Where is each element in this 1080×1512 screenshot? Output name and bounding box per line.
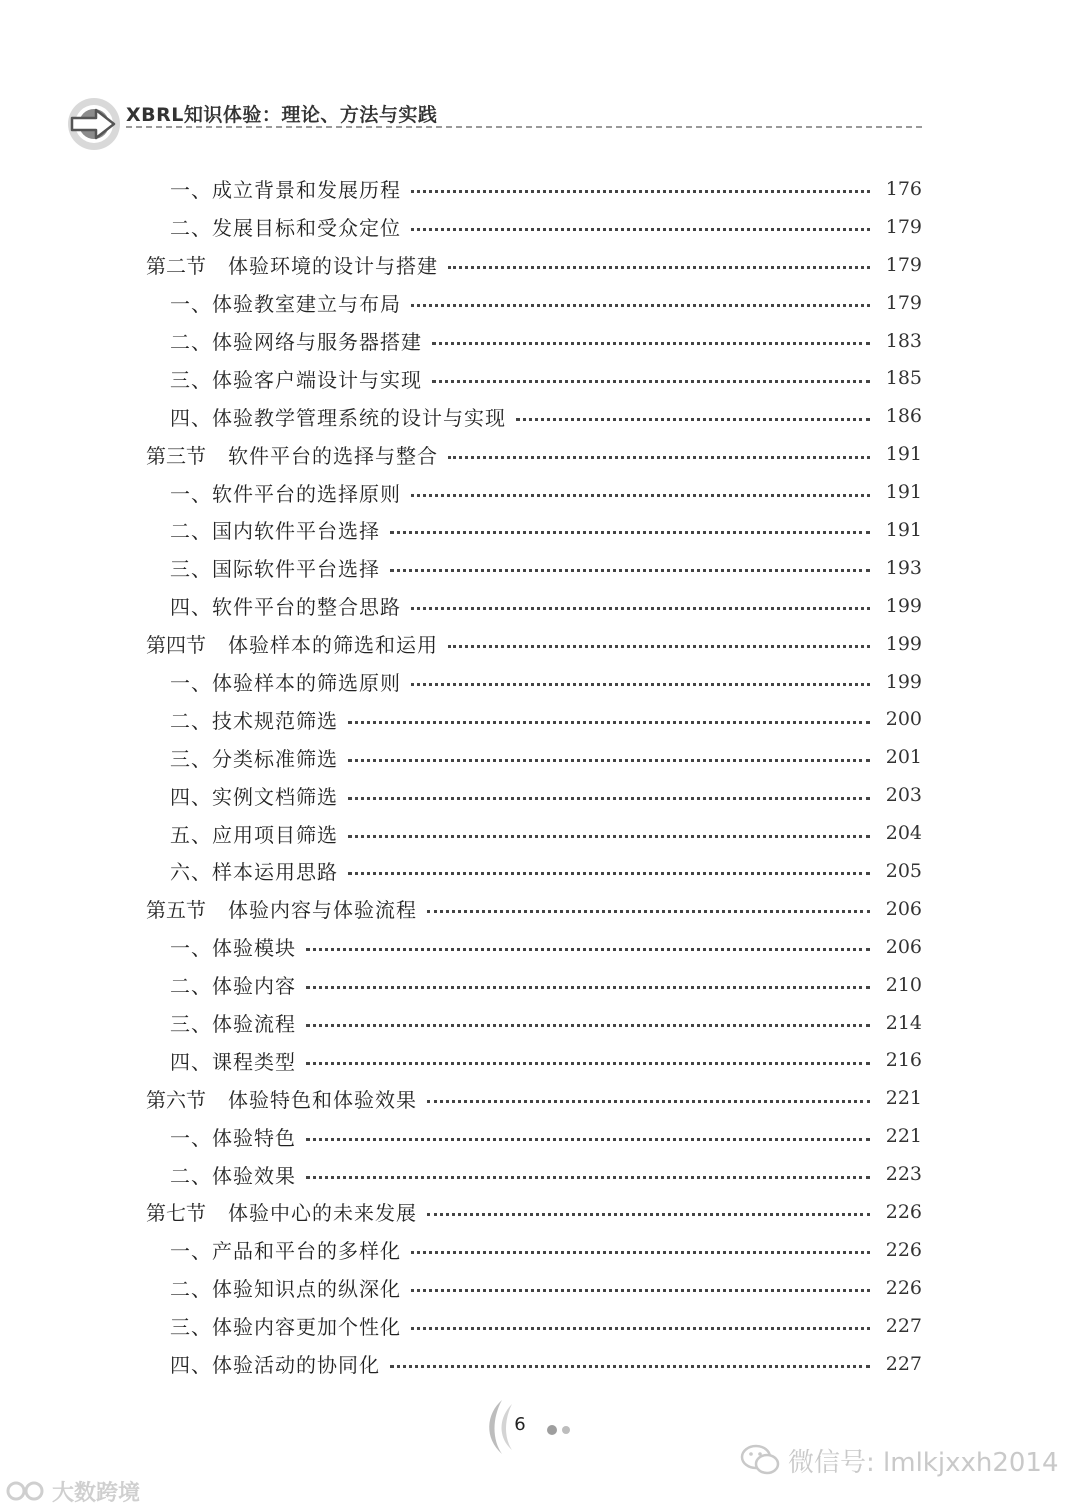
toc-entry-title: 三、体验客户端设计与实现 bbox=[170, 367, 422, 392]
toc-subsection-entry bbox=[0, 1269, 1080, 1307]
dot-leader bbox=[411, 228, 870, 231]
dot-leader bbox=[306, 1024, 870, 1027]
wechat-icon bbox=[740, 1442, 780, 1478]
dot-leader bbox=[448, 266, 870, 269]
dot-leader bbox=[448, 456, 870, 459]
toc-entry-title: 四、软件平台的整合思路 bbox=[170, 595, 401, 620]
toc-section-entry bbox=[0, 890, 1080, 928]
brand-watermark bbox=[6, 1474, 140, 1508]
toc-section-label: 第六节 bbox=[146, 1087, 206, 1112]
toc-entry-title: 一、产品和平台的多样化 bbox=[170, 1239, 401, 1264]
toc-page-number: 221 bbox=[885, 1087, 922, 1110]
dot-leader bbox=[411, 304, 870, 307]
toc-entry-title: 二、体验内容 bbox=[170, 974, 296, 999]
toc-subsection-entry bbox=[0, 1041, 1080, 1079]
toc-section-title: 体验环境的设计与搭建 bbox=[228, 254, 438, 279]
dot-leader bbox=[427, 1213, 870, 1216]
toc-subsection-entry bbox=[0, 852, 1080, 890]
toc-entry-title: 四、体验活动的协同化 bbox=[170, 1353, 380, 1378]
toc-entry-title: 三、体验内容更加个性化 bbox=[170, 1315, 401, 1340]
dot-leader bbox=[306, 986, 870, 989]
dot-leader bbox=[306, 1062, 870, 1065]
dot-leader bbox=[348, 797, 870, 800]
toc-page-number: 201 bbox=[885, 746, 922, 769]
toc-section-label: 第三节 bbox=[146, 443, 206, 468]
toc-entry-title: 六、样本运用思路 bbox=[170, 860, 338, 885]
toc-subsection-entry bbox=[0, 928, 1080, 966]
toc-page-number: 186 bbox=[885, 405, 922, 428]
toc-page-number: 206 bbox=[885, 935, 922, 958]
dot-leader bbox=[411, 1327, 870, 1330]
toc-entry-title bbox=[146, 250, 438, 279]
dot-leader bbox=[306, 1176, 870, 1179]
toc-page-number: 193 bbox=[885, 556, 922, 579]
toc-page-number: 199 bbox=[885, 632, 922, 655]
page-number: 6 bbox=[514, 1414, 526, 1435]
toc-page-number: 176 bbox=[885, 177, 922, 200]
toc-page-number: 185 bbox=[885, 367, 922, 390]
toc-page-number: 204 bbox=[885, 822, 922, 845]
dot-leader bbox=[427, 1100, 870, 1103]
toc-section-entry bbox=[0, 435, 1080, 473]
dot-leader bbox=[306, 1138, 870, 1141]
dot-leader bbox=[306, 948, 870, 951]
toc-section-title: 体验内容与体验流程 bbox=[228, 898, 417, 923]
toc-page-number: 203 bbox=[885, 784, 922, 807]
toc-entry-title: 三、国际软件平台选择 bbox=[170, 557, 380, 582]
toc-page-number: 183 bbox=[885, 329, 922, 352]
toc-section-title: 体验样本的筛选和运用 bbox=[228, 633, 438, 658]
toc-subsection-entry bbox=[0, 738, 1080, 776]
brand-logo-icon bbox=[6, 1476, 46, 1506]
toc-entry-title: 一、体验模块 bbox=[170, 936, 296, 961]
toc-page-number: 191 bbox=[885, 481, 922, 504]
toc-section-label: 第四节 bbox=[146, 633, 206, 658]
dot-leader bbox=[411, 494, 870, 497]
toc-entry-title: 二、国内软件平台选择 bbox=[170, 519, 380, 544]
dot-leader bbox=[390, 569, 870, 572]
toc-page-number: 227 bbox=[885, 1352, 922, 1375]
dot-leader bbox=[348, 835, 870, 838]
toc-entry-title: 五、应用项目筛选 bbox=[170, 822, 338, 847]
dot-leader bbox=[348, 721, 870, 724]
toc-page-number: 227 bbox=[885, 1314, 922, 1337]
toc-entry-title: 三、体验流程 bbox=[170, 1012, 296, 1037]
dot-leader bbox=[411, 190, 870, 193]
toc-entry-title bbox=[146, 1084, 417, 1113]
brand-watermark-text: 大数跨境 bbox=[52, 1480, 141, 1506]
toc-section-label: 第五节 bbox=[146, 898, 206, 923]
arrow-circle-icon bbox=[66, 96, 122, 152]
toc-page-number: 214 bbox=[885, 1011, 922, 1034]
dot-leader bbox=[448, 645, 870, 648]
toc-page-number: 210 bbox=[885, 973, 922, 996]
toc-subsection-entry bbox=[0, 284, 1080, 322]
toc-entry-title: 四、实例文档筛选 bbox=[170, 784, 338, 809]
toc-entry-title: 四、课程类型 bbox=[170, 1049, 296, 1074]
toc-entry-title: 二、发展目标和受众定位 bbox=[170, 216, 401, 241]
toc-entry-title: 一、软件平台的选择原则 bbox=[170, 481, 401, 506]
toc-section-title: 体验中心的未来发展 bbox=[228, 1201, 417, 1226]
dot-leader bbox=[411, 1289, 870, 1292]
toc-subsection-entry bbox=[0, 966, 1080, 1004]
dot-leader bbox=[432, 342, 870, 345]
toc-page-number: 206 bbox=[885, 897, 922, 920]
dot-leader bbox=[411, 683, 870, 686]
toc-entry-title: 二、体验效果 bbox=[170, 1163, 296, 1188]
dot-leader bbox=[427, 910, 870, 913]
toc-entry-title: 一、成立背景和发展历程 bbox=[170, 178, 401, 203]
toc-subsection-entry bbox=[0, 814, 1080, 852]
toc-section-title: 体验特色和体验效果 bbox=[228, 1087, 417, 1112]
toc-subsection-entry bbox=[0, 1155, 1080, 1193]
toc-subsection-entry bbox=[0, 663, 1080, 701]
toc-entry-title: 二、技术规范筛选 bbox=[170, 708, 338, 733]
dot-leader bbox=[432, 380, 870, 383]
dot-leader bbox=[348, 872, 870, 875]
wechat-watermark bbox=[740, 1440, 1059, 1480]
toc-page-number: 200 bbox=[885, 708, 922, 731]
toc-section-entry bbox=[0, 1079, 1080, 1117]
toc-subsection-entry bbox=[0, 1307, 1080, 1345]
toc-subsection-entry bbox=[0, 473, 1080, 511]
toc-subsection-entry bbox=[0, 1345, 1080, 1383]
dot-leader bbox=[348, 759, 870, 762]
dot-leader bbox=[390, 1365, 870, 1368]
toc-entry-title bbox=[146, 440, 438, 469]
toc-page-number: 191 bbox=[885, 518, 922, 541]
dot-leader bbox=[390, 531, 870, 534]
header-dashed-rule bbox=[126, 126, 922, 128]
toc-page-number: 179 bbox=[885, 291, 922, 314]
toc-subsection-entry bbox=[0, 776, 1080, 814]
toc-entry-title: 四、体验教学管理系统的设计与实现 bbox=[170, 405, 506, 430]
toc-section-title: 软件平台的选择与整合 bbox=[228, 443, 438, 468]
toc-subsection-entry bbox=[0, 587, 1080, 625]
toc-subsection-entry bbox=[0, 397, 1080, 435]
toc-subsection-entry bbox=[0, 322, 1080, 360]
toc-page-number: 216 bbox=[885, 1049, 922, 1072]
toc-section-entry bbox=[0, 1193, 1080, 1231]
toc-subsection-entry bbox=[0, 1231, 1080, 1269]
toc-subsection-entry bbox=[0, 208, 1080, 246]
toc-page-number: 226 bbox=[885, 1238, 922, 1261]
toc-page-number: 199 bbox=[885, 594, 922, 617]
toc-subsection-entry bbox=[0, 1117, 1080, 1155]
toc-entry-title: 二、体验网络与服务器搭建 bbox=[170, 330, 422, 354]
toc-subsection-entry bbox=[0, 170, 1080, 208]
toc-page-number: 179 bbox=[885, 215, 922, 238]
table-of-contents bbox=[0, 170, 1080, 1383]
toc-entry-title bbox=[146, 629, 438, 658]
toc-entry-title: 一、体验样本的筛选原则 bbox=[170, 671, 401, 696]
toc-subsection-entry bbox=[0, 511, 1080, 549]
toc-page-number: 205 bbox=[885, 859, 922, 882]
toc-entry-title: 二、体验知识点的纵深化 bbox=[170, 1277, 401, 1302]
toc-subsection-entry bbox=[0, 359, 1080, 397]
dot-leader bbox=[411, 1251, 870, 1254]
dot-leader bbox=[516, 418, 870, 421]
toc-section-entry bbox=[0, 246, 1080, 284]
toc-entry-title: 一、体验特色 bbox=[170, 1125, 296, 1150]
toc-subsection-entry bbox=[0, 700, 1080, 738]
toc-entry-title: 三、分类标准筛选 bbox=[170, 746, 338, 771]
toc-section-label: 第七节 bbox=[146, 1201, 206, 1226]
toc-page-number: 226 bbox=[885, 1200, 922, 1223]
toc-section-label: 第二节 bbox=[146, 254, 206, 279]
running-header-title: XBRL知识体验：理论、方法与实践 bbox=[126, 104, 438, 126]
toc-entry-title: 一、体验教室建立与布局 bbox=[170, 292, 401, 317]
toc-page-number: 179 bbox=[885, 253, 922, 276]
toc-page-number: 226 bbox=[885, 1276, 922, 1299]
toc-page-number: 191 bbox=[885, 443, 922, 466]
toc-section-entry bbox=[0, 625, 1080, 663]
toc-page-number: 221 bbox=[885, 1125, 922, 1148]
wechat-watermark-text: 微信号: lmlkjxxh2014 bbox=[788, 1447, 1059, 1478]
dot-leader bbox=[411, 607, 870, 610]
toc-subsection-entry bbox=[0, 1004, 1080, 1042]
toc-subsection-entry bbox=[0, 549, 1080, 587]
toc-entry-title bbox=[146, 894, 417, 923]
toc-entry-title bbox=[146, 1197, 417, 1226]
toc-page-number: 199 bbox=[885, 670, 922, 693]
toc-page-number: 223 bbox=[885, 1163, 922, 1186]
